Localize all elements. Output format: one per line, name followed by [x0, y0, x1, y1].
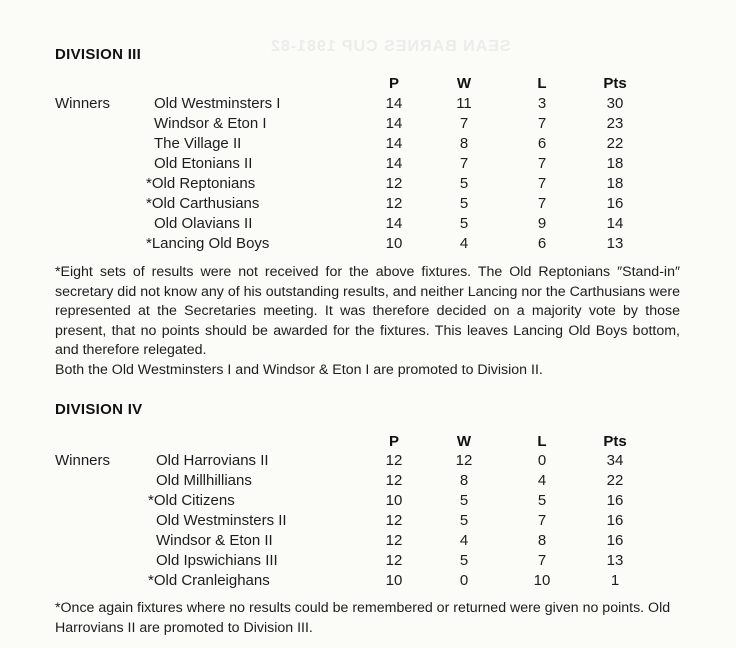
col-header-won: W: [456, 433, 472, 450]
table-row: [0, 95, 736, 115]
table-row: [0, 472, 736, 492]
lost: 10: [533, 572, 551, 589]
played: 10: [385, 492, 403, 509]
points: 16: [606, 512, 624, 529]
lost: 6: [537, 235, 547, 252]
lost: 6: [537, 135, 547, 152]
footnote-text: *Eight sets of results were not received for the above fixtures. The Old Reptonians ″Stand-in″ secretary did not know any of his outstanding results, and neither Lancing nor the Carthusians were represented at the Secretaries meeting. It was therefore decided on a majority vote by those present, that no points should be awarded for the fixtures. This leaves Lancing Old Boys bottom, and therefore relegated.: [55, 264, 680, 359]
lost: 9: [537, 215, 547, 232]
footnote-text: *Once again fixtures where no results could be remembered or returned were given no points. Old Harrovians II are promoted to Division III.: [55, 600, 671, 636]
winners-label: Winners: [55, 452, 111, 469]
col-header-lost: L: [537, 433, 547, 450]
won: 5: [459, 195, 469, 212]
division-iii-footnote: [55, 263, 680, 381]
table-row: [0, 552, 736, 572]
table-row: [0, 452, 736, 472]
points: 34: [606, 452, 624, 469]
won: 0: [459, 572, 469, 589]
team-name: Old Westminsters II: [156, 512, 287, 529]
points: 18: [606, 175, 624, 192]
won: 5: [459, 492, 469, 509]
points: 23: [606, 115, 624, 132]
table-row: [0, 135, 736, 155]
division-iv-footnote: [55, 599, 680, 638]
played: 14: [385, 95, 403, 112]
played: 12: [385, 452, 403, 469]
table-row: [0, 572, 736, 592]
table-row: [0, 532, 736, 552]
points: 13: [606, 552, 624, 569]
team-name: *Old Citizens: [148, 492, 235, 509]
team-name: Old Harrovians II: [156, 452, 269, 469]
played: 12: [385, 532, 403, 549]
lost: 0: [537, 452, 547, 469]
table-row: [0, 155, 736, 175]
team-name: Old Westminsters I: [154, 95, 281, 112]
team-name: *Old Cranleighans: [148, 572, 270, 589]
points: 22: [606, 135, 624, 152]
won: 5: [459, 175, 469, 192]
lost: 7: [537, 115, 547, 132]
lost: 4: [537, 472, 547, 489]
lost: 3: [537, 95, 547, 112]
played: 12: [385, 175, 403, 192]
points: 16: [606, 492, 624, 509]
col-header-points: Pts: [603, 75, 627, 92]
played: 14: [385, 215, 403, 232]
won: 5: [459, 552, 469, 569]
points: 18: [606, 155, 624, 172]
lost: 8: [537, 532, 547, 549]
won: 4: [459, 235, 469, 252]
points: 14: [606, 215, 624, 232]
promotion-note: Both the Old Westminsters I and Windsor & Eton I are promoted to Division II.: [55, 361, 543, 378]
lost: 5: [537, 492, 547, 509]
table-row: [0, 195, 736, 215]
played: 12: [385, 552, 403, 569]
won: 7: [459, 115, 469, 132]
team-name: Windsor & Eton II: [156, 532, 273, 549]
team-name: *Old Carthusians: [146, 195, 260, 212]
points: 16: [606, 532, 624, 549]
table-row: [0, 512, 736, 532]
played: 12: [385, 512, 403, 529]
team-name: *Lancing Old Boys: [146, 235, 270, 252]
table-row: [0, 175, 736, 195]
col-header-lost: L: [537, 75, 547, 92]
won: 8: [459, 135, 469, 152]
lost: 7: [537, 195, 547, 212]
winners-label: Winners: [55, 95, 111, 112]
team-name: *Old Reptonians: [146, 175, 256, 192]
points: 16: [606, 195, 624, 212]
lost: 7: [537, 155, 547, 172]
played: 12: [385, 472, 403, 489]
table-row: [0, 492, 736, 512]
won: 5: [459, 512, 469, 529]
won: 5: [459, 215, 469, 232]
col-header-won: W: [456, 75, 472, 92]
team-name: The Village II: [154, 135, 242, 152]
won: 7: [459, 155, 469, 172]
team-name: Windsor & Eton I: [154, 115, 267, 132]
played: 14: [385, 135, 403, 152]
points: 30: [606, 95, 624, 112]
col-header-played: P: [388, 433, 399, 450]
lost: 7: [537, 512, 547, 529]
table-header: [0, 433, 736, 453]
team-name: Old Millhillians: [156, 472, 252, 489]
won: 4: [459, 532, 469, 549]
col-header-points: Pts: [603, 433, 627, 450]
table-row: [0, 235, 736, 255]
played: 14: [385, 155, 403, 172]
division-iv-title: DIVISION IV: [55, 401, 143, 418]
team-name: Old Ipswichians III: [156, 552, 278, 569]
points: 13: [606, 235, 624, 252]
show-through-text: SEAN BARNES CUP 1981-82: [270, 38, 511, 55]
team-name: Old Etonians II: [154, 155, 253, 172]
division-iii-title: DIVISION III: [55, 46, 142, 63]
played: 10: [385, 235, 403, 252]
won: 8: [459, 472, 469, 489]
lost: 7: [537, 175, 547, 192]
played: 10: [385, 572, 403, 589]
table-row: [0, 115, 736, 135]
table-header: [0, 75, 736, 95]
table-row: [0, 215, 736, 235]
won: 11: [456, 95, 472, 112]
team-name: Old Olavians II: [154, 215, 253, 232]
won: 12: [455, 452, 473, 469]
col-header-played: P: [388, 75, 399, 92]
points: 1: [610, 572, 620, 589]
points: 22: [606, 472, 624, 489]
played: 14: [385, 115, 403, 132]
lost: 7: [537, 552, 547, 569]
played: 12: [385, 195, 403, 212]
